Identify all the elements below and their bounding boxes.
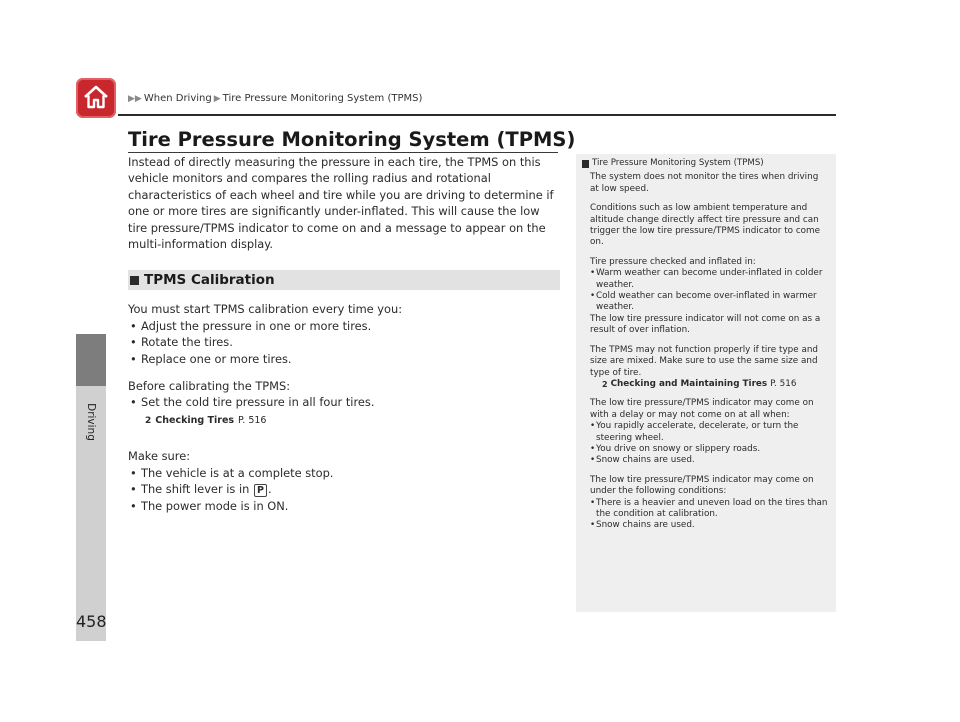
intro-paragraph: Instead of directly measuring the pressure in each tire, the TPMS on this vehicle monitors and compares the rolling radius and rotational characteristics of each wheel and tire while you are driving to determine if one or more tires are significantly under-inflated. This will cause the low tire pressure/TPMS indicator to come on and a message to appear on the multi-information display. [128, 155, 554, 252]
side-note-panel [576, 154, 836, 612]
note-list-item: • Cold weather can become over-inflated in warmer weather. [590, 291, 817, 313]
reference-arrow-icon: 2 [145, 415, 152, 426]
make-sure-text: Make sure: [128, 449, 191, 464]
note-title: Tire Pressure Monitoring System (TPMS) [582, 158, 836, 169]
note-paragraph: The system does not monitor the tires when driving at low speed. [590, 172, 819, 194]
list-item: • The shift lever is in P . [130, 482, 272, 497]
breadcrumb-arrow-icon: ▶ [213, 93, 221, 104]
list-item: • Replace one or more tires. [130, 351, 292, 366]
breadcrumb-arrow-icon: ▶▶ [128, 93, 142, 104]
list-item: • The power mode is in ON. [130, 498, 289, 513]
note-list-item: • You rapidly accelerate, decelerate, or turn the steering wheel. [590, 421, 799, 443]
breadcrumb-item-tpms[interactable]: Tire Pressure Monitoring System (TPMS) [222, 93, 423, 104]
page-title: Tire Pressure Monitoring System (TPMS) [128, 128, 576, 151]
list-item: • Adjust the pressure in one or more tires. [130, 318, 372, 333]
before-calibrating-text: Before calibrating the TPMS: [128, 379, 291, 394]
list-item: • Rotate the tires. [130, 335, 233, 350]
note-paragraph: Tire pressure checked and inflated in: [590, 256, 756, 267]
home-button[interactable] [76, 78, 116, 118]
note-cross-reference-link[interactable]: 2 Checking and Maintaining Tires P. 516 [602, 378, 797, 389]
note-list-item: • You drive on snowy or slippery roads. [590, 443, 761, 454]
square-bullet-icon [130, 276, 139, 285]
home-icon [82, 83, 110, 111]
list-item: • Set the cold tire pressure in all four tires. [130, 395, 375, 410]
note-paragraph: The low tire pressure/TPMS indicator may come on with a delay or may not come on at all when: [590, 398, 814, 420]
main-content [128, 154, 560, 514]
page-number: 458 [76, 612, 107, 631]
note-list-item: • There is a heavier and uneven load on the tires than the condition at calibration. [590, 497, 828, 519]
section-heading: TPMS Calibration [128, 270, 560, 290]
must-start-text: You must start TPMS calibration every time you: [128, 302, 403, 317]
breadcrumb [128, 93, 422, 104]
note-paragraph: The low tire pressure/TPMS indicator may come on under the following conditions: [590, 474, 814, 497]
note-list-item: • Snow chains are used. [590, 455, 695, 466]
note-paragraph: The low tire pressure indicator will not come on as a result of over inflation. [590, 313, 821, 336]
note-paragraph: The TPMS may not function properly if tire type and size are mixed. Make sure to use the same size and type of tire. [590, 344, 819, 378]
breadcrumb-item-when-driving[interactable]: When Driving [143, 93, 212, 104]
note-list-item: • Warm weather can become under-inflated in colder weather. [590, 268, 823, 290]
chapter-tab-label[interactable]: Driving [85, 403, 97, 441]
reference-arrow-icon: 2 [602, 379, 608, 389]
title-rule [128, 152, 558, 153]
note-list-item: • Snow chains are used. [590, 520, 695, 531]
list-item: • The vehicle is at a complete stop. [130, 465, 334, 480]
header-rule [118, 114, 836, 116]
park-key-symbol: P [254, 484, 267, 497]
cross-reference-link[interactable]: 2 Checking Tires P. 516 [145, 413, 560, 429]
note-marker-icon [582, 160, 589, 168]
note-paragraph: Conditions such as low ambient temperature and altitude change directly affect tire pressure and can trigger the low tire pressure/TPMS indicator to come on. [590, 203, 821, 248]
chapter-tab-marker [76, 334, 106, 386]
